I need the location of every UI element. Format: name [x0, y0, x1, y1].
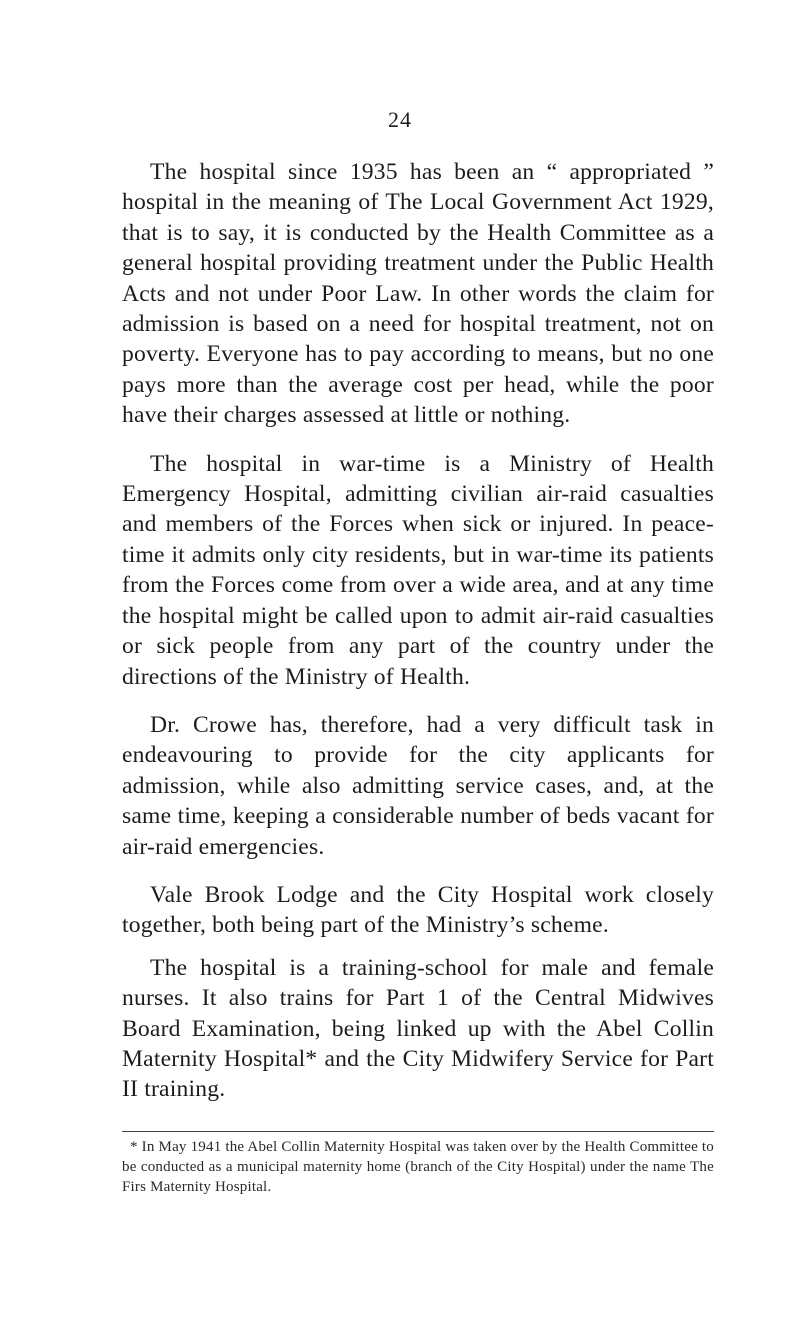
paragraph-appropriated-hospital: The hospital since 1935 has been an “ appropriated ” hospital in the meaning of The Local Government Act 1929, that is to say, it is conducted by the Health Committee as a general hospital providing treatment under the Public Health Acts and not under Poor Law. In other words the claim for admission is based on a need for hospital treatment, not on poverty. Everyone has to pay according to means, but no one pays more than the average cost per head, while the poor have their charges assessed at little or nothing. [122, 159, 714, 429]
paragraph-war-time-role: The hospital in war-time is a Ministry of Health Emergency Hospital, admitting civilian air-raid casualties and members of the Forces when sick or injured. In peace-time it admits only city residents, but in war-time its patients from the Forces come from over a wide area, and at any time the hospital might be called upon to admit air-raid casualties or sick people from any part of the country under the directions of the Ministry of Health. [122, 450, 714, 690]
body-text [122, 157, 714, 1123]
footnote: * In May 1941 the Abel Collin Maternity Hospital was taken over by the Health Committee to be conducted as a municipal maternity home (branch of the City Hospital) under the name The Firs Maternity Hospital. [122, 1139, 714, 1195]
paragraph-dr-crowe: Dr. Crowe has, therefore, had a very difficult task in endeavouring to provide for the city applicants for admission, while also admitting service cases, and, at the same time, keeping a considerable number of beds vacant for air-raid emergencies. [122, 711, 714, 860]
footnote-divider [122, 1131, 714, 1132]
paragraph-training-school: The hospital is a training-school for male and female nurses. It also trains for Part 1 of the Central Midwives Board Examination, being linked up with the Abel Collin Maternity Hospital* and the City Midwifery Service for Part II training. [122, 954, 714, 1103]
paragraph-vale-brook-lodge: Vale Brook Lodge and the City Hospital work closely together, both being part of the Ministry’s scheme. [122, 881, 714, 939]
page-number: 24 [388, 107, 412, 132]
